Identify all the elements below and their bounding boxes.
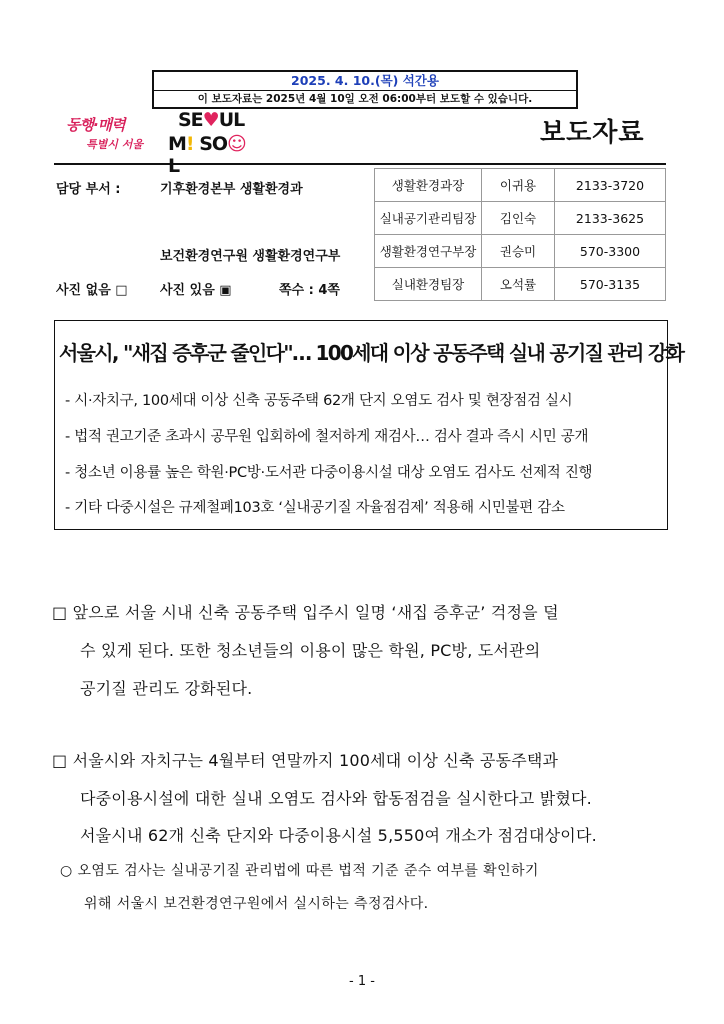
contact-row: [375, 268, 666, 301]
body-line: □ 서울시와 자치구는 4월부터 연말까지 100세대 이상 신축 공동주택과: [52, 751, 559, 770]
contact-role: 생활환경연구부장: [375, 235, 482, 268]
contact-phone: 2133-3625: [555, 202, 666, 235]
contact-name: 김인숙: [482, 202, 555, 235]
photo-none-checkbox: 사진 없음 □: [56, 283, 128, 298]
contact-role: 실내환경팀장: [375, 268, 482, 301]
photo-yes-checkbox: 사진 있음 ▣: [160, 283, 232, 298]
body-line: □ 앞으로 서울 시내 신축 공동주택 입주시 일명 ‘새집 증후군’ 걱정을 덜: [52, 603, 559, 622]
dept-primary: 기후환경본부 생활환경과: [160, 182, 303, 197]
contact-row: [375, 202, 666, 235]
contact-role: 생활환경과장: [375, 169, 482, 202]
seoul-my-soul-logo: SE♥UL M! SO☺L: [168, 109, 246, 177]
header-divider: [54, 163, 666, 165]
embargo-notice: 이 보도자료는 2025년 4월 10일 오전 06:00부터 보도할 수 있습니다.: [197, 93, 533, 105]
body-line: 공기질 관리도 강화된다.: [80, 679, 253, 698]
contact-row: [375, 235, 666, 268]
contact-name: 권승미: [482, 235, 555, 268]
summary-bullet: - 청소년 이용률 높은 학원·PC방·도서관 다중이용시설 대상 오염도 검사도 선제적 진행: [65, 465, 593, 481]
contact-phone: 570-3135: [555, 268, 666, 301]
headline: 서울시, "새집 증후군 줄인다"… 100세대 이상 공동주택 실내 공기질 관리 강화: [59, 341, 684, 365]
summary-bullet: - 시·자치구, 100세대 이상 신축 공동주택 62개 단지 오염도 검사 및 현장점검 실시: [65, 393, 573, 409]
contacts-table: [374, 168, 666, 301]
embargo-date: 2025. 4. 10.(목) 석간용: [154, 72, 576, 91]
body-line: 다중이용시설에 대한 실내 오염도 검사와 합동점검을 실시한다고 밝혔다.: [80, 789, 592, 808]
contact-phone: 570-3300: [555, 235, 666, 268]
dept-secondary: 보건환경연구원 생활환경연구부: [160, 249, 341, 264]
page-count: 쪽수 : 4쪽: [279, 283, 340, 298]
page-number: - 1 -: [349, 974, 375, 989]
sub-point-line: 위해 서울시 보건환경연구원에서 실시하는 측정검사다.: [84, 896, 429, 912]
contact-role: 실내공기관리팀장: [375, 202, 482, 235]
summary-bullet: - 법적 권고기준 초과시 공무원 입회하에 철저하게 재검사… 검사 결과 즉시 시민 공개: [65, 429, 589, 445]
embargo-box: [152, 70, 578, 109]
summary-bullet: - 기타 다중시설은 규제철폐103호 ‘실내공기질 자율점검제’ 적용해 시민불편 감소: [65, 500, 565, 516]
contact-row: [375, 169, 666, 202]
contact-name: 이귀용: [482, 169, 555, 202]
contact-phone: 2133-3720: [555, 169, 666, 202]
dept-label: 담당 부서 :: [56, 182, 121, 197]
body-line: 서울시내 62개 신축 단지와 다중이용시설 5,550여 개소가 점검대상이다.: [80, 826, 597, 845]
sub-point-line: ○ 오염도 검사는 실내공기질 관리법에 따른 법적 기준 준수 여부를 확인하기: [60, 863, 539, 879]
summary-box: [54, 320, 684, 530]
seoul-slogan-logo: 동행·매력 특별시 서울: [66, 116, 143, 151]
doc-title: 보도자료: [540, 118, 645, 148]
body-line: 수 있게 된다. 또한 청소년들의 이용이 많은 학원, PC방, 도서관의: [80, 641, 541, 660]
contact-name: 오석률: [482, 268, 555, 301]
